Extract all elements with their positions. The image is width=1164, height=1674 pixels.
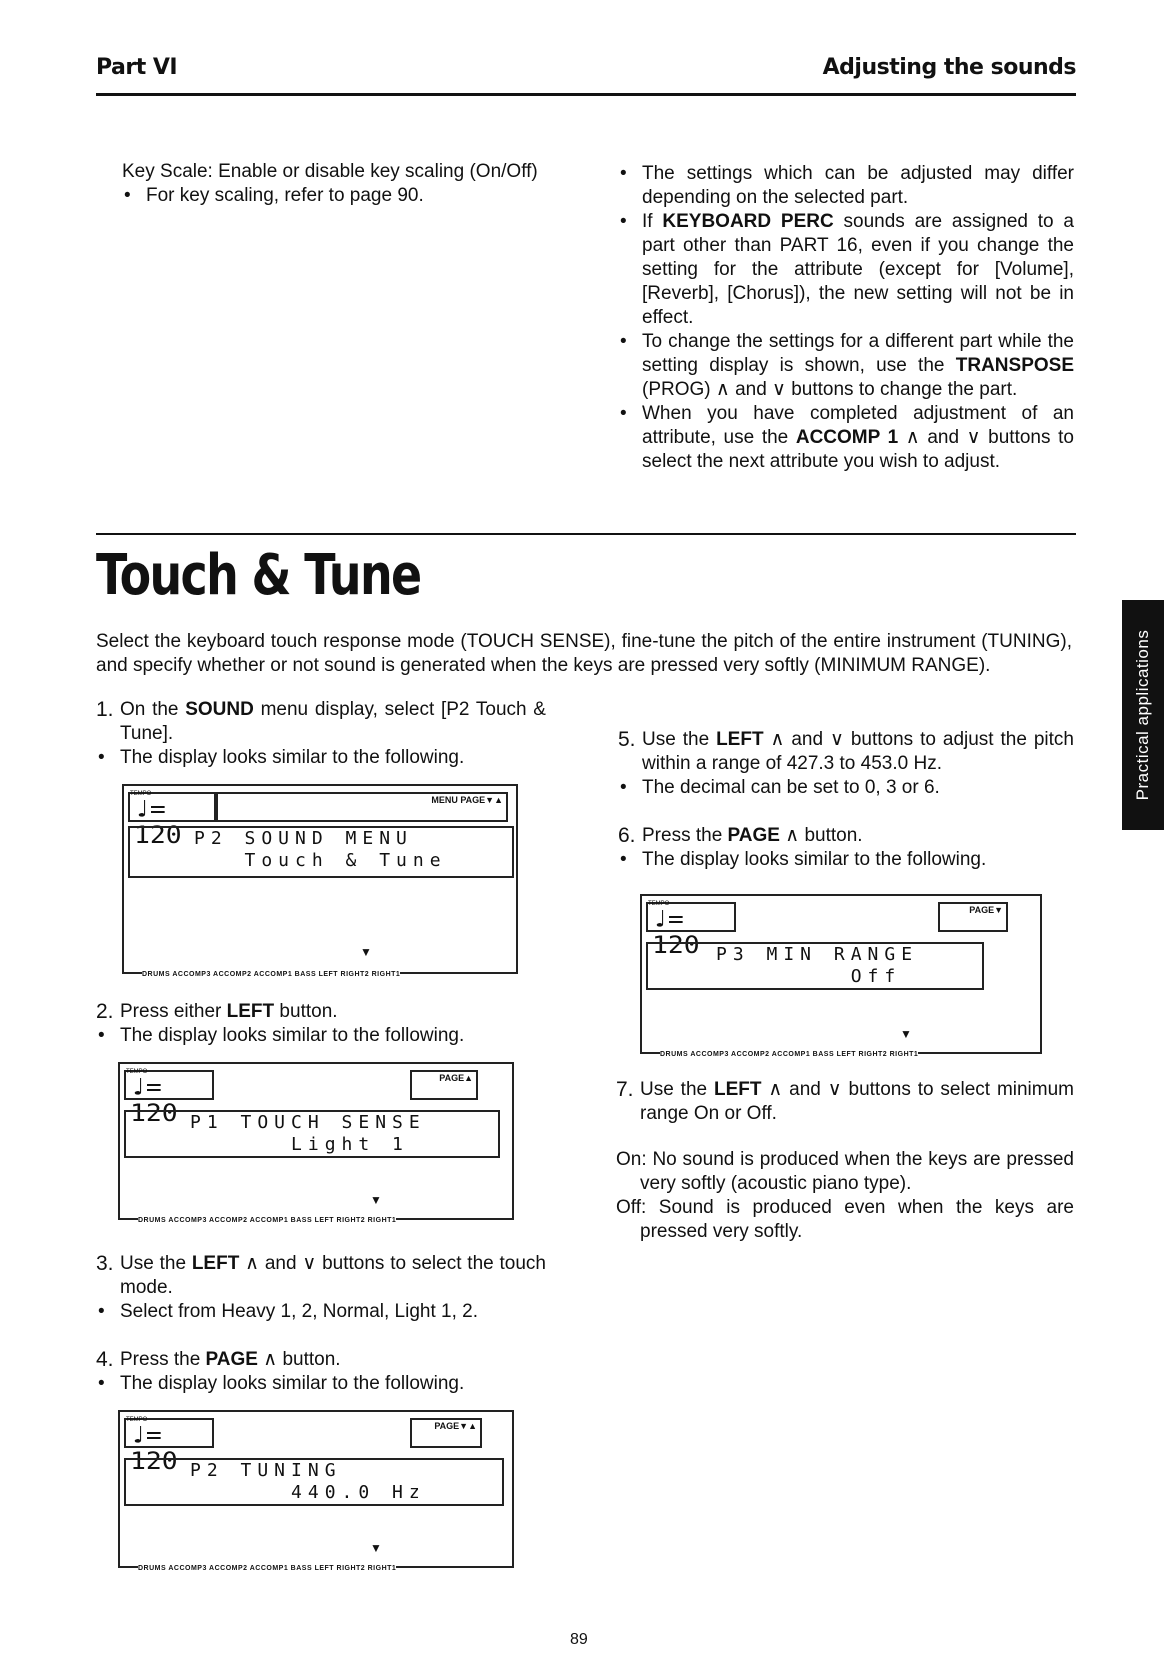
- page-title: Touch & Tune: [96, 543, 421, 608]
- tempo-box: [646, 901, 736, 959]
- page-indicator: PAGE▼▲: [434, 1421, 477, 1431]
- lcd-main-text: [646, 942, 984, 990]
- tempo-label: TEMPO: [648, 901, 670, 907]
- down-arrow-icon: ▼: [360, 945, 372, 959]
- lcd-part-labels: DRUMS ACCOMP3 ACCOMP2 ACCOMP1 BASS LEFT RIGHT2 RIGHT1: [138, 1217, 397, 1224]
- step-4-pre: Press the: [120, 1349, 206, 1370]
- step-5-post: ∧ and ∨ buttons to adjust the pitch within a range of 427.3 to 453.0 Hz.: [642, 729, 1074, 774]
- header-section: Adjusting the sounds: [822, 55, 1076, 80]
- on-description: On: No sound is produced when the keys are pressed very softly (acoustic piano type).: [616, 1149, 1074, 1194]
- lcd-display-min-range: [640, 894, 1042, 1058]
- page-indicator: PAGE▼: [969, 905, 1003, 915]
- tempo-label: TEMPO: [130, 791, 152, 797]
- left-steps-column: 1. On the SOUND menu display, select [P2 Touch & Tune]. • The display looks similar to the following.: [96, 698, 546, 768]
- header-rule: [96, 93, 1076, 96]
- down-arrow-icon: ▼: [900, 1027, 912, 1041]
- step-3-note: Select from Heavy 1, 2, Normal, Light 1, 2.: [120, 1301, 478, 1322]
- tempo-readout: ♩= 120: [134, 795, 182, 849]
- accomp-note-pre: When you have completed adjustment of an attribute, use the: [642, 403, 1074, 448]
- step-7-block: [616, 1078, 1074, 1244]
- transpose-note-bold: TRANSPOSE: [955, 355, 1074, 376]
- step-3-number: 3.: [96, 1252, 114, 1275]
- lcd-line-2: 440.0 Hz: [190, 1482, 426, 1503]
- down-arrow-icon: ▼: [370, 1541, 382, 1555]
- step-4-bold: PAGE: [205, 1349, 258, 1370]
- page-indicator-box: [410, 1070, 478, 1100]
- tempo-box: [128, 791, 218, 849]
- section-rule: [96, 533, 1076, 535]
- step-5-number: 5.: [618, 728, 636, 751]
- step-6-bold: PAGE: [727, 825, 780, 846]
- top-left-column: Key Scale: Enable or disable key scaling (On/Off) • For key scaling, refer to page 90.: [122, 160, 548, 208]
- step-4-number: 4.: [96, 1348, 114, 1371]
- step-2-note: The display looks similar to the following.: [120, 1025, 465, 1046]
- step-7-post: ∧ and ∨ buttons to select minimum range On or Off.: [640, 1079, 1075, 1124]
- page-indicator-box: [214, 792, 508, 822]
- perc-note-bold: KEYBOARD PERC: [662, 211, 834, 232]
- lcd-line-1: P2 TUNING: [190, 1460, 342, 1481]
- step-7-pre: Use the: [640, 1079, 714, 1100]
- tempo-label: TEMPO: [126, 1417, 148, 1423]
- down-arrow-icon: ▼: [370, 1193, 382, 1207]
- step-7-number: 7.: [616, 1078, 634, 1101]
- perc-note-pre: If: [642, 211, 663, 232]
- step-6-number: 6.: [618, 824, 636, 847]
- lcd-display-tuning: [118, 1410, 514, 1572]
- step-7-bold: LEFT: [713, 1079, 762, 1100]
- step-5-note: The decimal can be set to 0, 3 or 6.: [642, 777, 940, 798]
- step-3-bold: LEFT: [191, 1253, 240, 1274]
- transpose-note-pre: To change the settings for a different part while the setting display is shown, use the: [642, 331, 1074, 376]
- page-number: 89: [570, 1631, 588, 1648]
- tempo-box: [124, 1417, 214, 1475]
- step-6-pre: Press the: [642, 825, 728, 846]
- lcd-part-labels: DRUMS ACCOMP3 ACCOMP2 ACCOMP1 BASS LEFT RIGHT2 RIGHT1: [138, 1565, 397, 1572]
- top-right-column: • The settings which can be adjusted may differ depending on the selected part. • If KEYBOARD PERC sounds are assigned to a part other than PART 16, even if you change the setting for the attribute (except for [Volume], [Reverb], [Chorus]), the new setting will not be in effect. • To change the settings for a different part while the setting display is shown, use the TRANSPOSE (PROG) ∧ and ∨ buttons to change the part. • When you have completed adjustment of an attribute, use the ACCOMP 1 ∧ and ∨ buttons to select the next attribute you wish to adjust.: [620, 163, 1074, 472]
- perc-note-post: sounds are assigned to a part other than PART 16, even if you change the setting for the attribute (except for [Volume], [Reverb], [Chorus]), the new setting will not be in effect.: [642, 211, 1074, 328]
- key-scale-text: Key Scale: Enable or disable key scaling (On/Off): [122, 161, 538, 182]
- step-3-pre: Use the: [120, 1253, 192, 1274]
- lcd-line-1: P1 TOUCH SENSE: [190, 1112, 426, 1133]
- step-4-note: The display looks similar to the following.: [120, 1373, 465, 1394]
- step-5-pre: Use the: [642, 729, 717, 750]
- lcd-part-labels: DRUMS ACCOMP3 ACCOMP2 ACCOMP1 BASS LEFT RIGHT2 RIGHT1: [142, 971, 401, 978]
- tempo-readout: ♩= 120: [130, 1073, 178, 1127]
- step-5-bold: LEFT: [716, 729, 764, 750]
- step-1-bold: SOUND: [185, 699, 254, 720]
- step-1-post: menu display, select [P2 Touch & Tune].: [120, 699, 546, 744]
- page-indicator-box: [938, 902, 1008, 932]
- step-4-post: ∧ button.: [257, 1349, 341, 1370]
- page-indicator: MENU PAGE▼▲: [431, 795, 503, 805]
- step-1-note: The display looks similar to the following.: [120, 747, 465, 768]
- lcd-main-text: [128, 826, 514, 878]
- step-2-pre: Press either: [120, 1001, 227, 1022]
- tempo-label: TEMPO: [126, 1069, 148, 1075]
- tempo-readout: ♩= 120: [130, 1421, 178, 1475]
- step-6-note: The display looks similar to the following.: [642, 849, 987, 870]
- lcd-line-2: Light 1: [190, 1134, 409, 1155]
- lcd-display-sound-menu: [122, 784, 518, 978]
- page-indicator: PAGE▲: [439, 1073, 473, 1083]
- lcd-line-1: P2 SOUND MENU: [194, 828, 413, 849]
- off-description: Off: Sound is produced even when the keys are pressed very softly.: [616, 1197, 1074, 1242]
- step-6-post: ∧ button.: [779, 825, 863, 846]
- side-tab-label: Practical applications: [1133, 629, 1152, 801]
- lcd-line-2: Off: [716, 966, 902, 987]
- key-scaling-note: For key scaling, refer to page 90.: [146, 185, 424, 206]
- intro-text: Select the keyboard touch response mode (TOUCH SENSE), fine-tune the pitch of the entire instrument (TUNING), and specify whether or not sound is generated when the keys are pressed very softly (MINIMUM RANGE).: [96, 631, 1072, 676]
- step-1-number: 1.: [96, 698, 114, 721]
- lcd-display-touch-sense: [118, 1062, 514, 1224]
- lcd-main-text: [124, 1110, 500, 1158]
- lcd-part-labels: DRUMS ACCOMP3 ACCOMP2 ACCOMP1 BASS LEFT RIGHT2 RIGHT1: [660, 1051, 919, 1058]
- step-2-post: button.: [274, 1001, 338, 1022]
- accomp-note-post: ∧ and ∨ buttons to select the next attribute you wish to adjust.: [642, 427, 1074, 472]
- transpose-note-post: (PROG) ∧ and ∨ buttons to change the part.: [642, 379, 1018, 400]
- header-part: Part VI: [96, 55, 178, 80]
- step-2-number: 2.: [96, 1000, 114, 1023]
- step-2-bold: LEFT: [226, 1001, 275, 1022]
- tempo-box: [124, 1069, 214, 1127]
- right-steps-column: 5. Use the LEFT ∧ and ∨ buttons to adjust the pitch within a range of 427.3 to 453.0 Hz. • The decimal can be set to 0, 3 or 6. 6. Press the PAGE ∧ button. • The display looks similar to the following.: [618, 728, 1074, 870]
- lcd-line-1: P3 MIN RANGE: [716, 944, 919, 965]
- step-3-post: ∧ and ∨ buttons to select the touch mode.: [120, 1253, 546, 1298]
- lcd-main-text: [124, 1458, 504, 1506]
- lcd-line-2: Touch & Tune: [194, 850, 447, 871]
- tempo-readout: ♩= 120: [652, 905, 700, 959]
- accomp-note-bold: ACCOMP 1: [795, 427, 899, 448]
- settings-note: The settings which can be adjusted may differ depending on the selected part.: [642, 163, 1074, 208]
- step-1-pre: On the: [120, 699, 186, 720]
- step-3-4-block: 3. Use the LEFT ∧ and ∨ buttons to select the touch mode. • Select from Heavy 1, 2, Normal, Light 1, 2. 4. Press the PAGE ∧ button. • The display looks similar to the following.: [96, 1252, 546, 1394]
- step-2-block: 2. Press either LEFT button. • The display looks similar to the following.: [96, 1000, 465, 1046]
- side-tab: [1122, 600, 1164, 830]
- page-indicator-box: [410, 1418, 482, 1448]
